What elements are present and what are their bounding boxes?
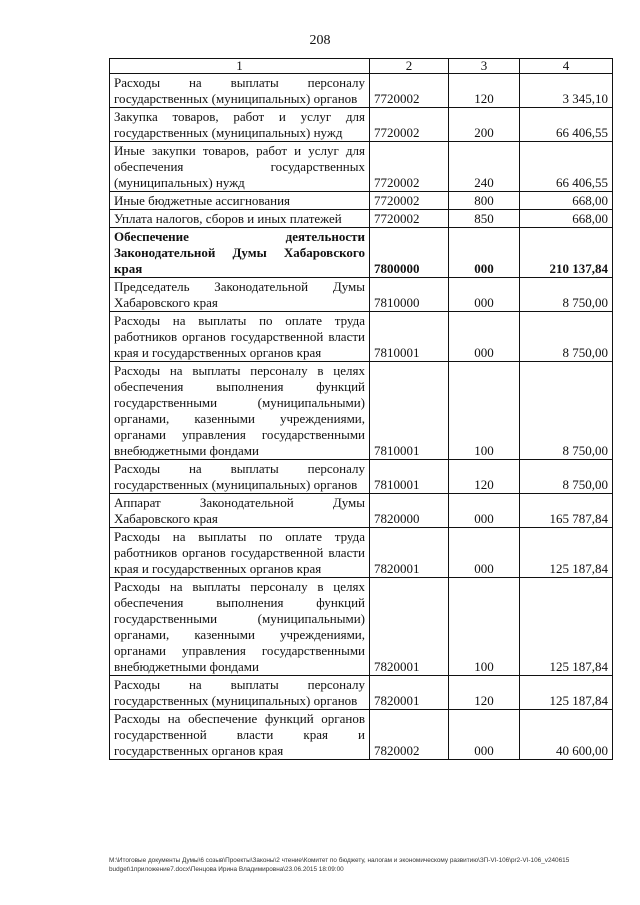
row-vr: 000 [449,494,520,528]
row-code: 7800000 [370,228,449,278]
row-name: Расходы на выплаты персоналу государственных (муниципальных) органов [110,74,370,108]
row-vr: 000 [449,228,520,278]
row-code: 7820000 [370,494,449,528]
table-row [110,108,613,142]
document-path-footer: M:\Итоговые документы Думы\6 созыв\Проекты\Законы\2 чтение\Комитет по бюджету, налогам и экономическому развитию\ЗП-VI-106\pr2-VI-106_v240615 budget\1приложение7.docx\Пенцова Ирина Владимировна\23.06.2015 18:09:00 [109,857,570,873]
row-code: 7820002 [370,710,449,760]
row-vr: 120 [449,460,520,494]
row-code: 7720002 [370,210,449,228]
row-name: Аппарат Законодательной Думы Хабаровского края [110,494,370,528]
row-vr: 000 [449,710,520,760]
column-header-vr: 3 [449,59,520,74]
row-amount: 3 345,10 [520,74,613,108]
table-row [110,312,613,362]
row-vr: 800 [449,192,520,210]
table-row [110,362,613,460]
row-name: Уплата налогов, сборов и иных платежей [110,210,370,228]
row-vr: 000 [449,528,520,578]
row-name: Обеспечение деятельности Законодательной Думы Хабаровского края [110,228,370,278]
row-code: 7720002 [370,192,449,210]
row-vr: 000 [449,312,520,362]
row-vr: 240 [449,142,520,192]
row-code: 7820001 [370,676,449,710]
table-header-row [110,59,613,74]
row-amount: 8 750,00 [520,278,613,312]
table-row [110,676,613,710]
table-row [110,528,613,578]
row-vr: 000 [449,278,520,312]
row-amount: 8 750,00 [520,312,613,362]
row-name: Иные закупки товаров, работ и услуг для обеспечения государственных (муниципальных) нужд [110,142,370,192]
row-name: Закупка товаров, работ и услуг для государственных (муниципальных) нужд [110,108,370,142]
row-name: Расходы на выплаты персоналу в целях обеспечения выполнения функций государственными (муниципальными) органами, казенными учреждениями, органами управления государственными внебюджетными фондами [110,362,370,460]
table-row [110,494,613,528]
row-code: 7720002 [370,108,449,142]
row-vr: 120 [449,676,520,710]
row-vr: 120 [449,74,520,108]
row-amount: 40 600,00 [520,710,613,760]
row-vr: 850 [449,210,520,228]
row-amount: 125 187,84 [520,676,613,710]
row-code: 7820001 [370,578,449,676]
row-name: Расходы на выплаты персоналу в целях обеспечения выполнения функций государственными (муниципальными) органами, казенными учреждениями, органами управления государственными внебюджетными фондами [110,578,370,676]
row-amount: 66 406,55 [520,108,613,142]
column-header-amount: 4 [520,59,613,74]
row-code: 7720002 [370,142,449,192]
row-amount: 66 406,55 [520,142,613,192]
table-row-section [110,228,613,278]
row-name: Расходы на обеспечение функций органов государственной власти края и государственных органов края [110,710,370,760]
table-row [110,710,613,760]
table-row [110,142,613,192]
table-row [110,278,613,312]
row-name: Расходы на выплаты по оплате труда работников органов государственной власти края и государственных органов края [110,528,370,578]
row-code: 7820001 [370,528,449,578]
row-amount: 668,00 [520,210,613,228]
row-name: Расходы на выплаты персоналу государственных (муниципальных) органов [110,676,370,710]
row-amount: 668,00 [520,192,613,210]
row-amount: 165 787,84 [520,494,613,528]
table-row [110,74,613,108]
row-vr: 100 [449,362,520,460]
row-name: Председатель Законодательной Думы Хабаровского края [110,278,370,312]
row-amount: 210 137,84 [520,228,613,278]
row-amount: 8 750,00 [520,460,613,494]
row-code: 7720002 [370,74,449,108]
row-name: Иные бюджетные ассигнования [110,192,370,210]
row-name: Расходы на выплаты персоналу государственных (муниципальных) органов [110,460,370,494]
row-code: 7810001 [370,362,449,460]
page-number: 208 [309,33,331,48]
table-row [110,460,613,494]
row-name: Расходы на выплаты по оплате труда работников органов государственной власти края и государственных органов края [110,312,370,362]
budget-table [109,58,613,760]
table-row [110,578,613,676]
row-amount: 125 187,84 [520,578,613,676]
table-row [110,192,613,210]
table-body [110,74,613,760]
row-code: 7810000 [370,278,449,312]
row-vr: 100 [449,578,520,676]
row-code: 7810001 [370,312,449,362]
row-vr: 200 [449,108,520,142]
row-amount: 8 750,00 [520,362,613,460]
column-header-code: 2 [370,59,449,74]
table-row [110,210,613,228]
row-code: 7810001 [370,460,449,494]
column-header-name: 1 [110,59,370,74]
row-amount: 125 187,84 [520,528,613,578]
